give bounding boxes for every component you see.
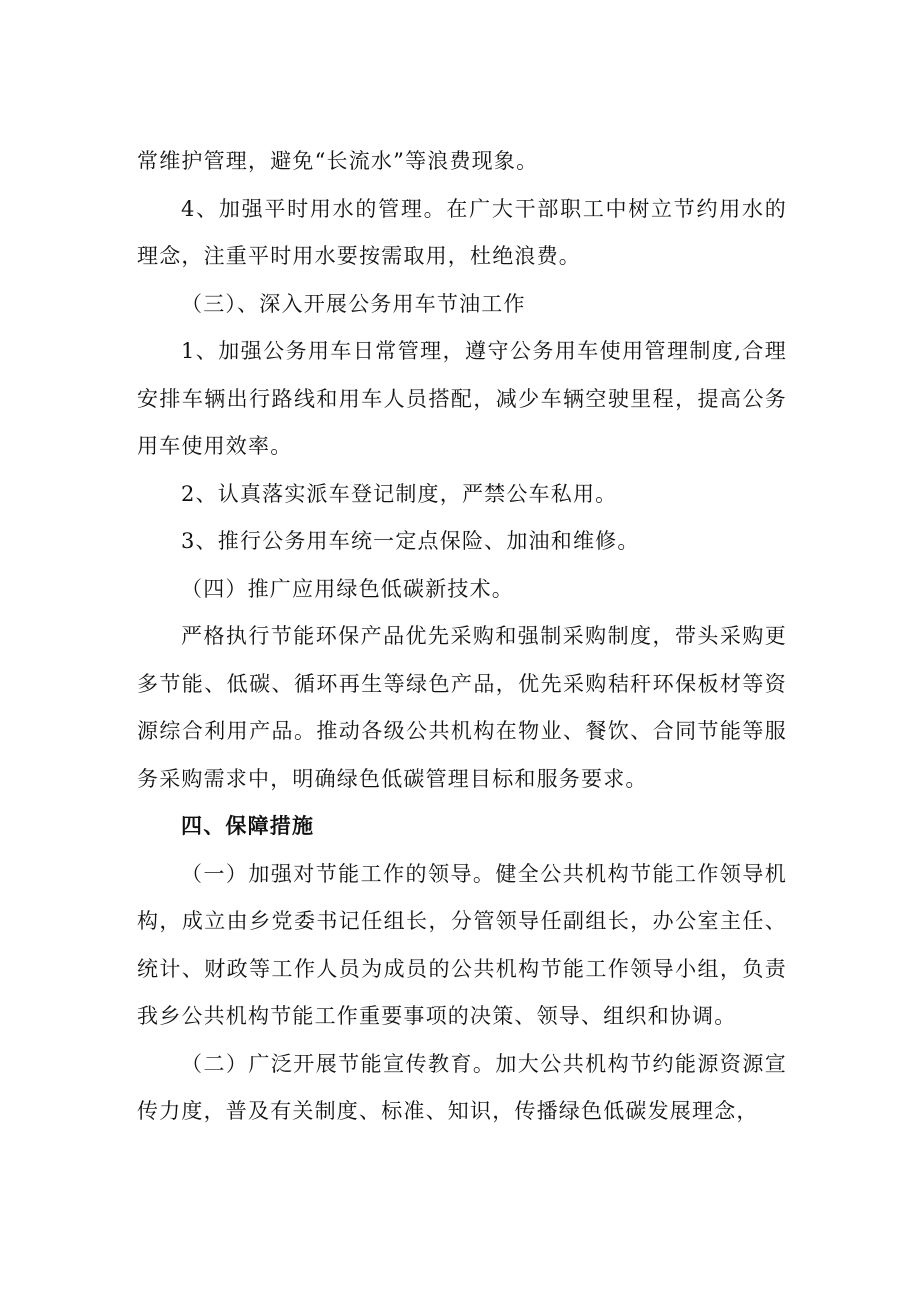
paragraph-water-item-4: 4、加强平时用水的管理。在广大干部职工中树立节约用水的理念，注重平时用水要按需取用，杜绝浪费。: [137, 196, 787, 268]
document-body: [137, 138, 787, 1136]
paragraph-safeguard-publicity: （二）广泛开展节能宣传教育。加大公共机构节约能源资源宣传力度，普及有关制度、标准、知识，传播绿色低碳发展理念，: [137, 1051, 787, 1123]
section-heading-vehicle-fuel: （三）、深入开展公务用车节油工作: [181, 291, 526, 316]
section-heading-safeguards: 四、保障措施: [181, 814, 315, 838]
paragraph-green-procurement: 严格执行节能环保产品优先采购和强制采购制度，带头采购更多节能、低碳、循环再生等绿色产品，优先采购秸秆环保板材等资源综合利用产品。推动各级公共机构在物业、餐饮、合同节能等服务采购需求中，明确绿色低碳管理目标和服务要求。: [137, 624, 787, 791]
paragraph-vehicle-item-1: 1、加强公务用车日常管理，遵守公务用车使用管理制度,合理安排车辆出行路线和用车人员搭配，减少车辆空驶里程，提高公务用车使用效率。: [137, 339, 787, 458]
paragraph-vehicle-item-2: 2、认真落实派车登记制度，严禁公车私用。: [181, 481, 618, 506]
section-heading-green-tech: （四）推广应用绿色低碳新技术。: [181, 576, 514, 601]
paragraph-vehicle-item-3: 3、推行公务用车统一定点保险、加油和维修。: [181, 529, 640, 553]
paragraph-continuation: 常维护管理，避免“长流水”等浪费现象。: [137, 149, 539, 173]
paragraph-safeguard-leadership: （一）加强对节能工作的领导。健全公共机构节能工作领导机构，成立由乡党委书记任组长，分管领导任副组长，办公室主任、统计、财政等工作人员为成员的公共机构节能工作领导小组，负责我乡公共机构节能工作重要事项的决策、领导、组织和协调。: [137, 861, 787, 1028]
